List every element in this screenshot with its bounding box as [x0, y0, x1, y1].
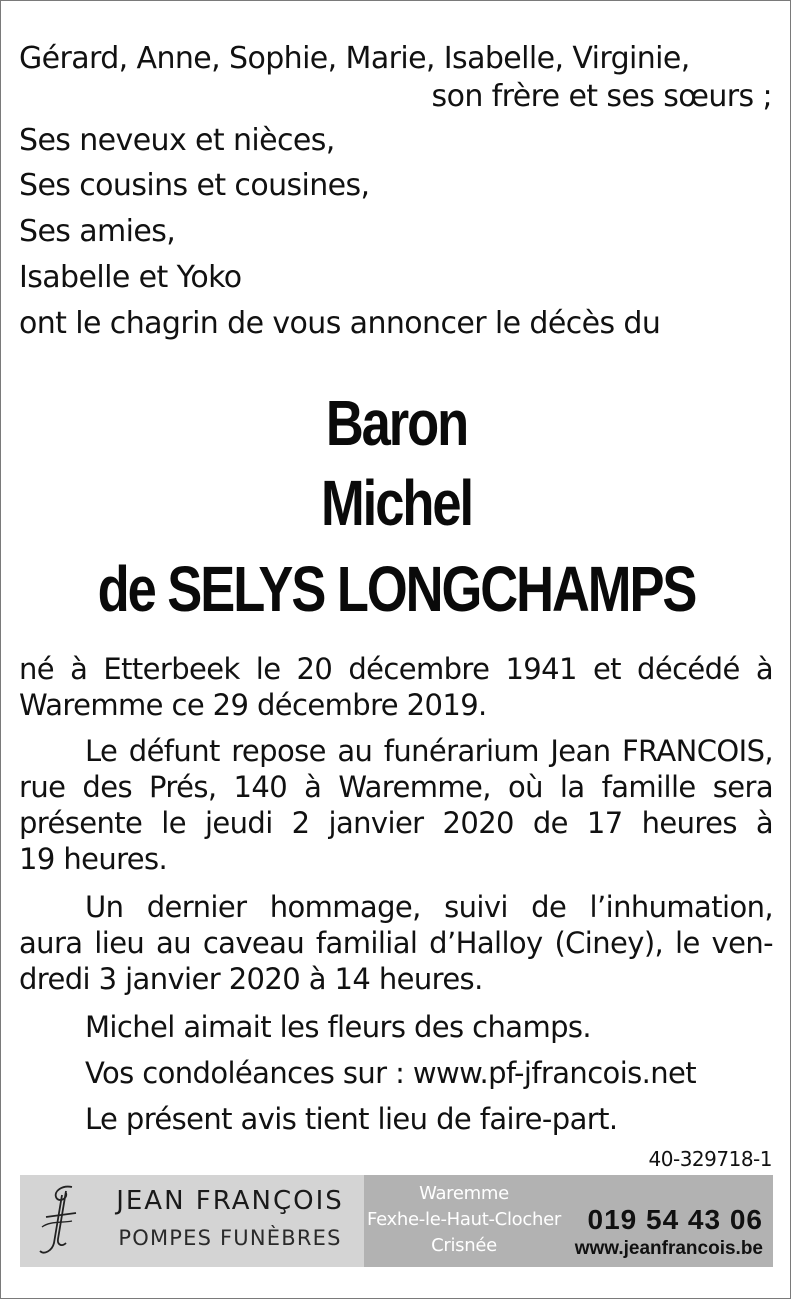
location-list: [364, 1181, 564, 1259]
brand-name: JEAN FRANÇOIS: [116, 1186, 344, 1216]
repose-line-1: Le défunt repose au funérarium Jean FRANCOIS,: [85, 734, 773, 768]
flowers-line: Michel aimait les fleurs des champs.: [85, 1010, 592, 1044]
birth-death-line-2: Waremme ce 29 décembre 2019.: [19, 688, 487, 722]
family-line-nephews: Ses neveux et nièces,: [19, 123, 335, 158]
family-line-relation: son frère et ses sœurs ;: [431, 79, 772, 114]
family-line-friends: Ses amies,: [19, 214, 176, 249]
family-line-siblings: Gérard, Anne, Sophie, Marie, Isabelle, Virginie,: [19, 41, 690, 76]
deceased-title: Baron: [325, 387, 468, 459]
condolences-line: Vos condoléances sur : www.pf-jfrancois.net: [85, 1056, 697, 1090]
location-item: Fexhe-le-Haut-Clocher: [367, 1209, 561, 1230]
brand-subtitle: POMPES FUNÈBRES: [118, 1226, 342, 1250]
announcement-line: ont le chagrin de vous annoncer le décès du: [19, 306, 661, 341]
tribute-line-1: Un dernier hommage, suivi de l’inhumation,: [85, 890, 773, 924]
funeral-home-banner: [20, 1175, 773, 1267]
repose-line-3: présente le jeudi 2 janvier 2020 de 17 heures à: [19, 806, 773, 840]
phone-number[interactable]: 019 54 43 06: [587, 1204, 763, 1235]
repose-line-2: rue des Prés, 140 à Waremme, où la famille sera: [19, 770, 773, 804]
tribute-line-2: aura lieu au caveau familial d’Halloy (Ciney), le ven-: [19, 926, 773, 960]
deceased-surname: de SELYS LONGCHAMPS: [97, 553, 696, 625]
website-link[interactable]: www.jeanfrancois.be: [574, 1238, 763, 1259]
deceased-first-name: Michel: [320, 467, 473, 539]
birth-death-line-1: né à Etterbeek le 20 décembre 1941 et décédé à: [19, 652, 773, 686]
repose-line-4: 19 heures.: [19, 842, 168, 876]
family-line-named-friends: Isabelle et Yoko: [19, 260, 242, 295]
tribute-line-3: dredi 3 janvier 2020 à 14 heures.: [19, 962, 483, 996]
jf-monogram-logo: [32, 1181, 88, 1261]
family-line-cousins: Ses cousins et cousines,: [19, 168, 370, 203]
location-item: Crisnée: [431, 1235, 497, 1256]
notice-line: Le présent avis tient lieu de faire-part.: [85, 1102, 618, 1136]
reference-number: 40-329718-1: [648, 1147, 772, 1171]
location-item: Waremme: [419, 1183, 509, 1204]
